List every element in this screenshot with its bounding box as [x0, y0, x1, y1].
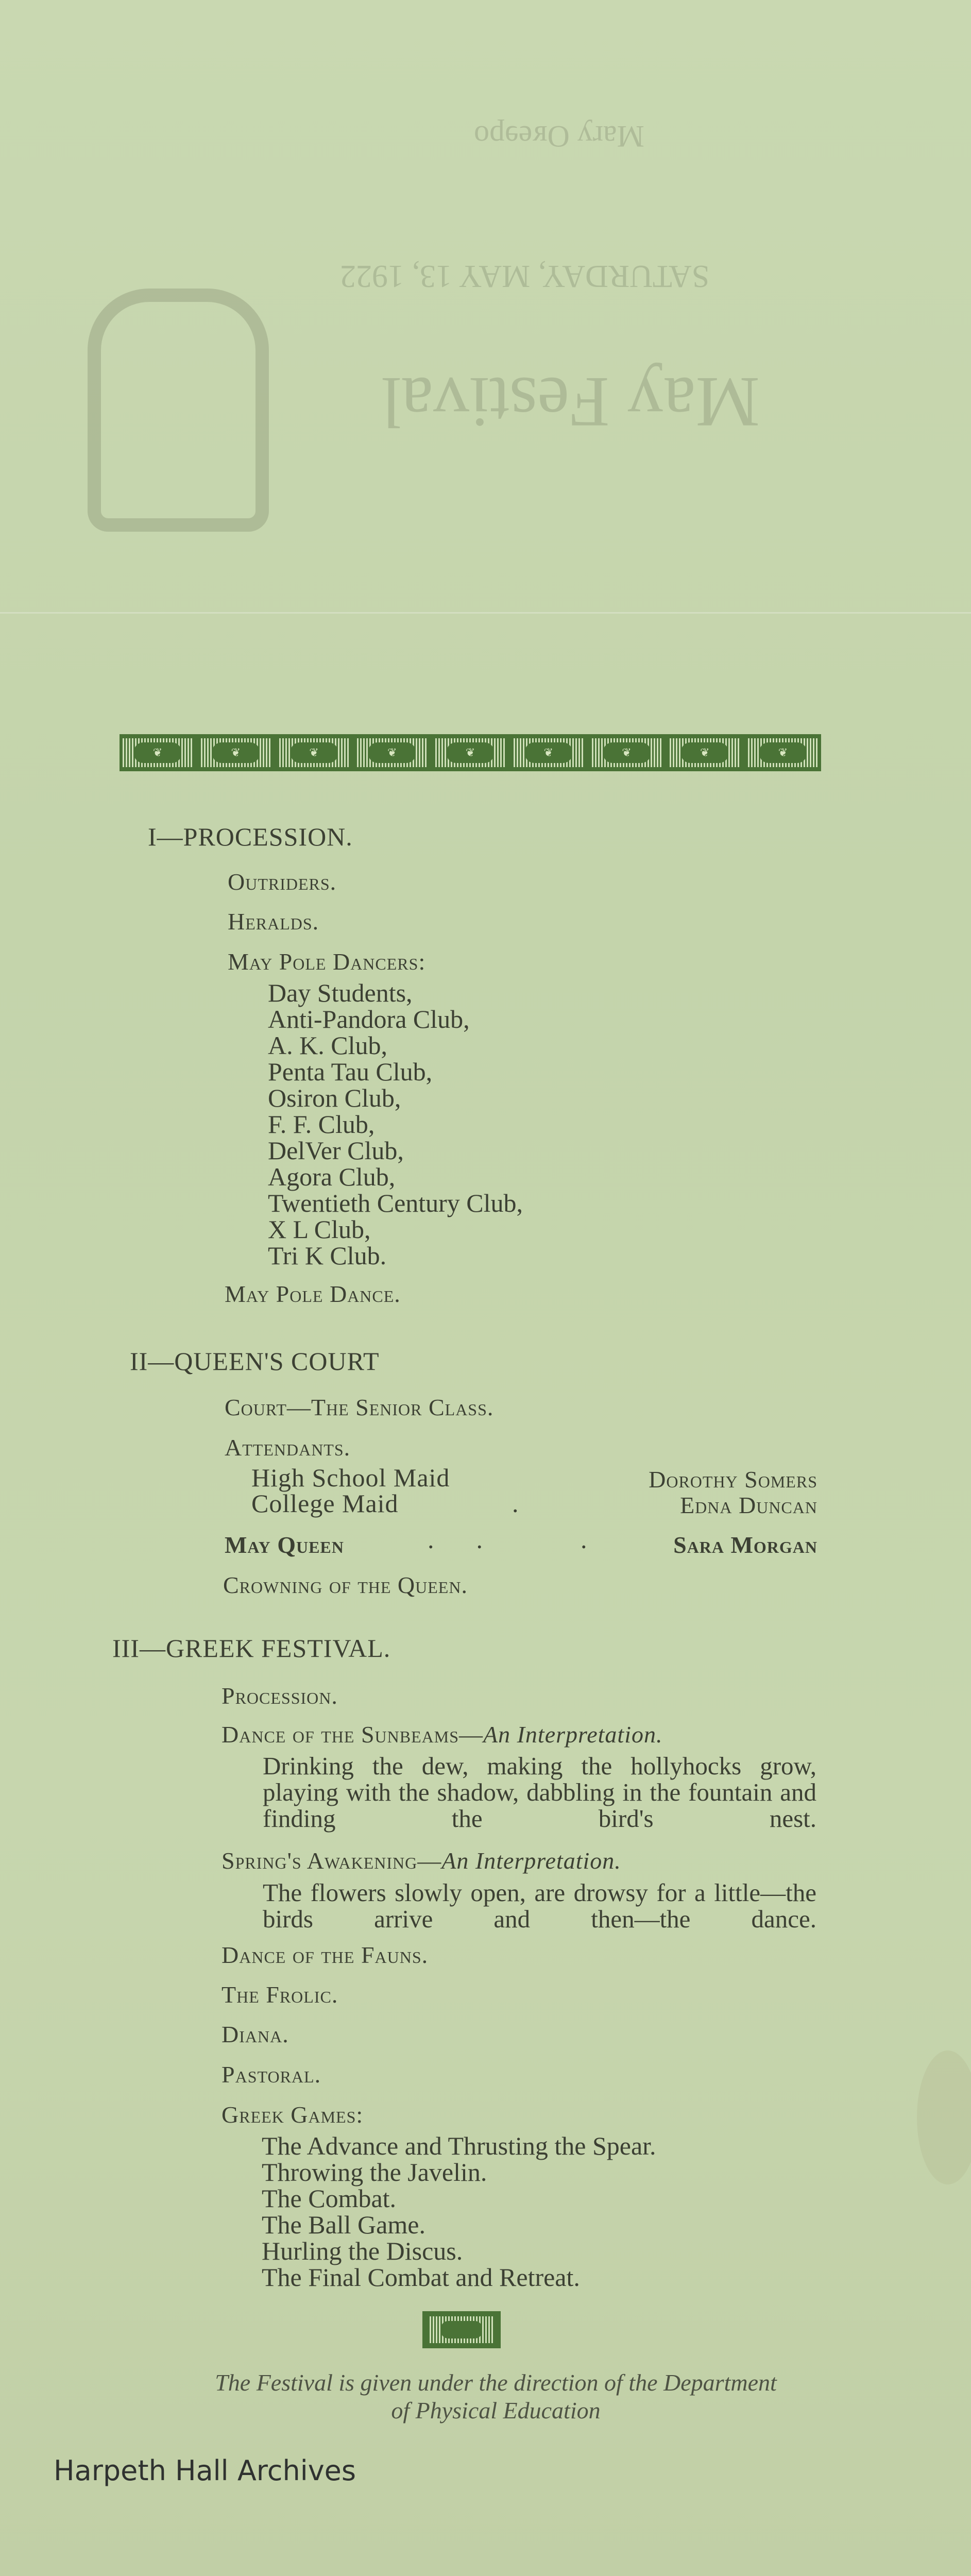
dancer-item: Anti-Pandora Club, [268, 1005, 470, 1033]
ghost-monogram [88, 289, 269, 532]
footer-line-1: The Festival is given under the direction of the Department [215, 2369, 777, 2396]
leader-dots: . . . [428, 1525, 588, 1554]
dancer-item: Twentieth Century Club, [268, 1189, 523, 1217]
sunbeams-title: Dance of the Sunbeams— [222, 1721, 483, 1748]
item-diana: Diana. [222, 2021, 289, 2047]
item-sunbeams [222, 1721, 662, 1748]
ornament-tile: ❦ [123, 738, 193, 767]
item-fauns: Dance of the Fauns. [222, 1942, 429, 1968]
dancer-item: Tri K Club. [268, 1241, 387, 1270]
bottom-ornament [422, 2311, 501, 2348]
footer-line-2: of Physical Education [391, 2397, 601, 2424]
dancers-list [268, 980, 523, 1269]
item-court: Court—The Senior Class. [225, 1394, 494, 1420]
ornament-tile: ❦ [357, 738, 427, 767]
attendant-role: High School Maid [251, 1463, 450, 1492]
spring-description: The flowers slowly open, are drowsy for a little—the birds arrive and then—the dance. [263, 1878, 816, 1933]
ornament-tile: ❦ [279, 738, 349, 767]
dancer-item: Osiron Club, [268, 1083, 401, 1112]
archive-watermark: Harpeth Hall Archives [54, 2454, 356, 2487]
cover-show-through [0, 0, 971, 608]
item-spring-awakening [222, 1847, 621, 1874]
item-outriders: Outriders. [228, 869, 337, 895]
spring-subtitle: An Interpretation. [441, 1848, 621, 1874]
item-may-pole-dance: May Pole Dance. [225, 1281, 401, 1307]
ghost-line-2: SATURDAY, MAY 13, 1922 [340, 259, 710, 294]
dancer-item: F. F. Club, [268, 1110, 375, 1139]
spring-title: Spring's Awakening— [222, 1848, 442, 1874]
ornament-tile: ❦ [748, 738, 818, 767]
attendant-name: Dorothy Somers [649, 1466, 817, 1493]
item-crowning: Crowning of the Queen. [223, 1572, 468, 1598]
section-heading-greek-festival: III—GREEK FESTIVAL. [112, 1634, 391, 1663]
game-item: The Combat. [262, 2184, 397, 2213]
game-item: Hurling the Discus. [262, 2236, 463, 2265]
top-ornament-banner [120, 734, 821, 771]
ornament-tile: ❦ [514, 738, 584, 767]
ornament-tile: ❦ [435, 738, 505, 767]
game-item: The Ball Game. [262, 2210, 425, 2239]
ghost-line-1: Mary Oʁeɘpo [474, 120, 644, 154]
item-pastoral: Pastoral. [222, 2061, 321, 2088]
ornament-tile: ❦ [592, 738, 662, 767]
section-heading-queens-court: II—QUEEN'S COURT [130, 1347, 380, 1376]
may-queen-label: May Queen [225, 1532, 344, 1558]
game-item: The Final Combat and Retreat. [262, 2263, 580, 2292]
dancer-item: A. K. Club, [268, 1031, 387, 1060]
item-frolic: The Frolic. [222, 1981, 338, 2008]
games-list [262, 2133, 656, 2291]
item-greek-games: Greek Games: [222, 2102, 364, 2128]
game-item: Throwing the Javelin. [262, 2158, 487, 2187]
sunbeams-description: Drinking the dew, making the hollyhocks grow, playing with the shadow, dabbling in the fountain and finding the bird's nest. [263, 1752, 816, 1833]
item-attendants: Attendants. [225, 1434, 351, 1461]
section-heading-procession: I—PROCESSION. [148, 822, 353, 851]
dancer-item: DelVer Club, [268, 1136, 404, 1165]
item-may-pole-dancers: May Pole Dancers: [228, 948, 426, 975]
dancer-item: Penta Tau Club, [268, 1057, 433, 1086]
attendant-name: Edna Duncan [680, 1492, 817, 1518]
ghost-line-3: May Festival [381, 362, 760, 442]
paper-fold [0, 612, 971, 614]
ornament-tile: ❦ [670, 738, 740, 767]
item-heralds: Heralds. [228, 908, 319, 935]
dancer-item: Day Students, [268, 978, 413, 1007]
leader-dot: . [512, 1489, 519, 1518]
dancer-item: X L Club, [268, 1215, 371, 1244]
item-procession: Procession. [222, 1683, 338, 1709]
ornament-tile: ❦ [201, 738, 271, 767]
may-queen-name: Sara Morgan [673, 1532, 817, 1558]
sunbeams-subtitle: An Interpretation. [483, 1721, 663, 1748]
game-item: The Advance and Thrusting the Spear. [262, 2131, 656, 2160]
dancer-item: Agora Club, [268, 1162, 396, 1191]
attendant-role: College Maid [251, 1489, 399, 1518]
